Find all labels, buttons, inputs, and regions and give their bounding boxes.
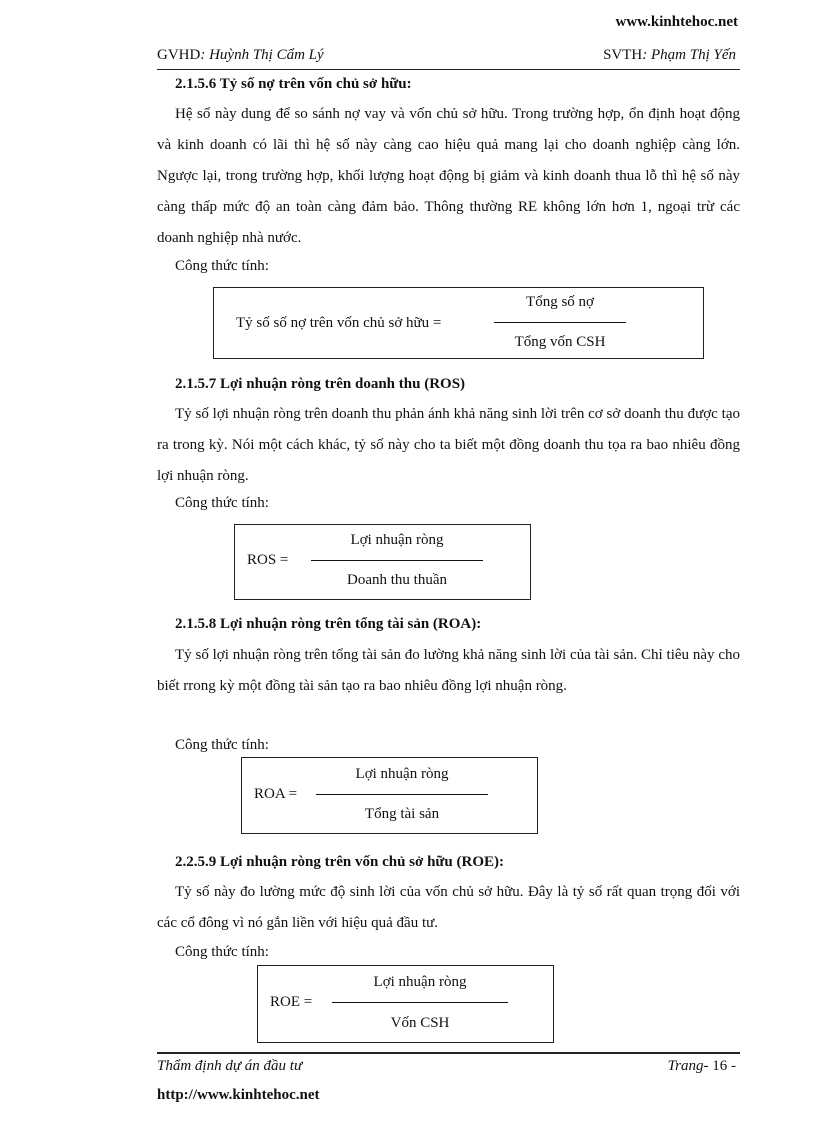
student: SVTH: Phạm Thị Yến [603,47,736,63]
formula-denominator: Vốn CSH [390,1015,450,1031]
formula-numerator: Tổng số nợ [526,294,594,310]
section-heading-debt-equity: 2.1.5.6 Tỷ số nợ trên vốn chủ sở hữu: [175,76,412,92]
formula-lhs: ROE = [270,994,313,1010]
fraction-bar [311,560,483,561]
section-paragraph-roa: Tỷ số lợi nhuận ròng trên tổng tài sản đo lường khả năng sinh lời của tài sản. Chỉ tiêu này cho biết rrong kỳ một đồng tài sản tạo ra bao nhiêu đồng lợi nhuận ròng. [157,647,740,694]
formula-denominator: Tổng tài sản [364,806,440,822]
page-header [157,47,740,70]
formula-label: Công thức tính: [175,737,269,753]
footer-divider [157,1052,740,1054]
footer-url[interactable]: http://www.kinhtehoc.net [157,1087,320,1103]
section-heading-ros: 2.1.5.7 Lợi nhuận ròng trên doanh thu (ROS) [175,376,466,392]
supervisor: GVHD: Huỳnh Thị Cẩm Lý [157,47,324,63]
formula-label: Công thức tính: [175,258,269,274]
formula-lhs: Tỷ số số nợ trên vốn chủ sở hữu = [236,315,442,331]
formula-box-debt-equity [213,287,704,359]
fraction-bar [494,322,626,323]
fraction-bar [316,794,488,795]
formula-lhs: ROS = [247,552,289,568]
section-paragraph-ros: Tỷ số lợi nhuận ròng trên doanh thu phản ánh khả năng sinh lời trên cơ sở doanh thu được tạo ra trong kỳ. Nói một cách khác, tỷ số này cho ta biết một đồng doanh thu tọa ra bao nhiêu đồng lợi nhuận ròng. [157,406,740,484]
formula-box-roa [241,757,538,834]
section-paragraph-debt-equity: Hệ số này dung để so sánh nợ vay và vốn chủ sở hữu. Trong trường hợp, ổn định hoạt động và kinh doanh có lãi thì hệ số này càng cao hiệu quả mang lại cho doanh nghiệp càng lớn. Ngược lại, trong trường hợp, khối lượng hoạt động bị giảm và kinh doanh thua lỗ thì hệ số này càng thấp mức độ an toàn càng đảm bảo. Thông thường RE không lớn hơn 1, ngoại trừ các doanh nghiệp nhà nước. [157,106,740,246]
section-heading-roa: 2.1.5.8 Lợi nhuận ròng trên tổng tài sản (ROA): [175,616,482,632]
page-number: Trang- 16 - [667,1058,736,1074]
formula-label: Công thức tính: [175,495,269,511]
formula-numerator: Lợi nhuận ròng [350,532,444,548]
formula-numerator: Lợi nhuận ròng [355,766,449,782]
formula-denominator: Doanh thu thuần [347,572,447,588]
section-heading-roe: 2.2.5.9 Lợi nhuận ròng trên vốn chủ sở hữu (ROE): [175,854,505,870]
site-url-top: www.kinhtehoc.net [615,14,738,30]
formula-denominator: Tổng vốn CSH [514,334,606,350]
formula-box-roe [257,965,554,1043]
formula-numerator: Lợi nhuận ròng [373,974,467,990]
section-paragraph-roe: Tỷ số này đo lường mức độ sinh lời của vốn chủ sở hữu. Đây là tỷ số rất quan trọng đối với các cổ đông vì nó gắn liền với hiệu quả đầu tư. [157,884,740,931]
formula-lhs: ROA = [254,786,298,802]
formula-box-ros [234,524,531,600]
formula-label: Công thức tính: [175,944,269,960]
fraction-bar [332,1002,508,1003]
footer-title: Thẩm định dự án đầu tư [157,1058,303,1074]
